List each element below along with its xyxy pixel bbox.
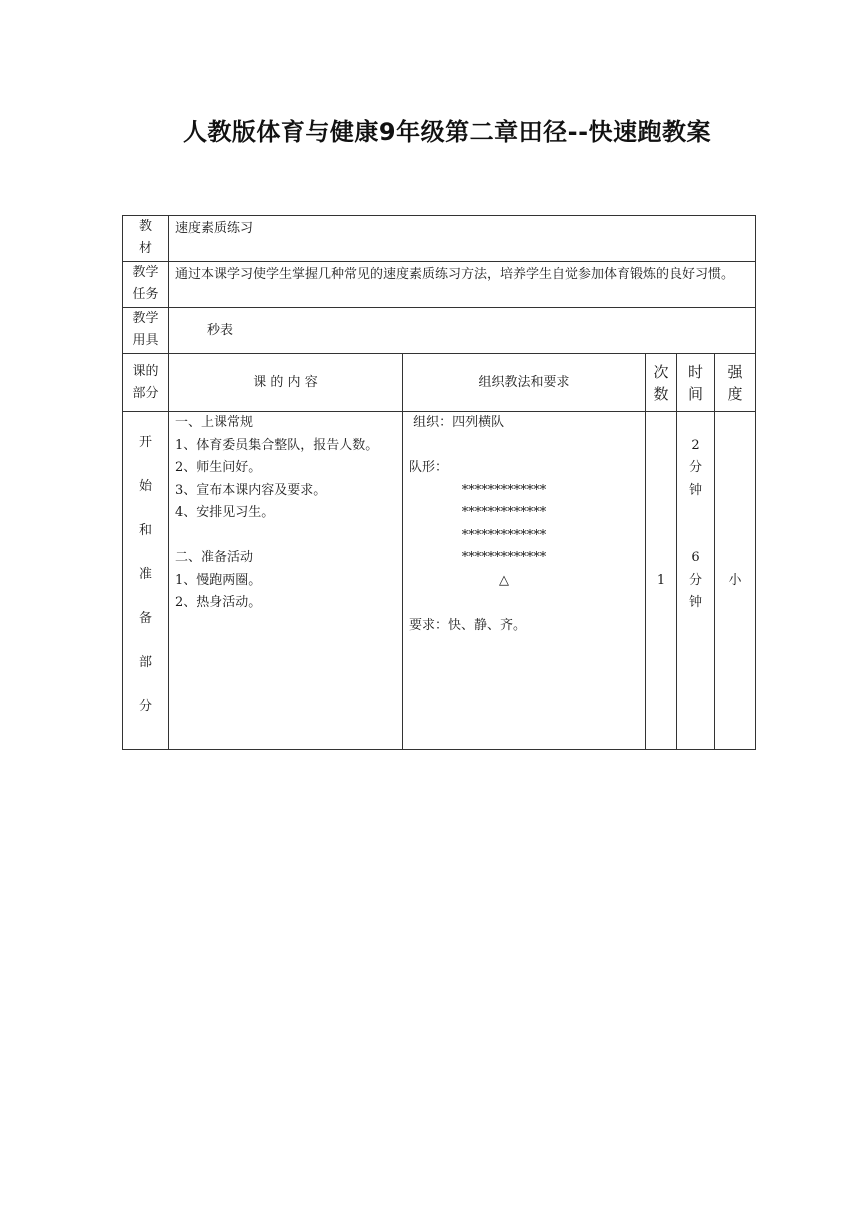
formation-row: ************* [461,482,547,498]
material-value: 速度素质练习 [169,216,756,262]
document-title: 人教版体育与健康9年级第二章田径--快速跑教案 [182,118,712,146]
task-row [123,262,756,308]
header-method: 组织教法和要求 [403,354,646,412]
section-time: 2 分 钟 6 分 钟 [677,412,715,750]
task-value: 通过本课学习使学生掌握几种常见的速度素质练习方法，培养学生自觉参加体育锻炼的良好习惯。 [169,262,756,308]
teacher-triangle-mark: △ [499,572,509,588]
section-intensity: 小 [715,412,756,750]
section-count: 1 [646,412,677,750]
tools-row [123,308,756,354]
material-row [123,216,756,262]
header-count: 次 数 [646,354,677,412]
formation-row: ************* [461,527,547,543]
formation-row: ************* [461,550,547,565]
header-content: 课 的 内 容 [169,354,403,412]
section-content: 一、上课常规 1、体育委员集合整队，报告人数。 2、师生问好。 3、宣布本课内容及要求。 4、安排见习生。 二、准备活动 1、慢跑两圈。 2、热身活动。 [169,412,403,750]
header-intensity: 强 度 [715,354,756,412]
tools-value: 秒表 [169,308,756,354]
header-time: 时 间 [677,354,715,412]
header-row [123,354,756,412]
task-label: 教学 任务 [123,262,169,308]
header-part: 课的 部分 [123,354,169,412]
formation-row: ************* [461,505,547,520]
material-label: 教 材 [123,216,169,262]
warmup-section-row [123,412,756,750]
formation-label: 队形： [409,460,449,475]
lesson-plan-table [122,215,756,750]
requirement-text: 要求：快、静、齐。 [409,617,527,633]
section-method [403,412,646,750]
organization-text: 组织：四列横队 [409,415,505,430]
section-part-label: 开 始 和 准 备 部 分 [123,412,169,750]
tools-label: 教学 用具 [123,308,169,354]
